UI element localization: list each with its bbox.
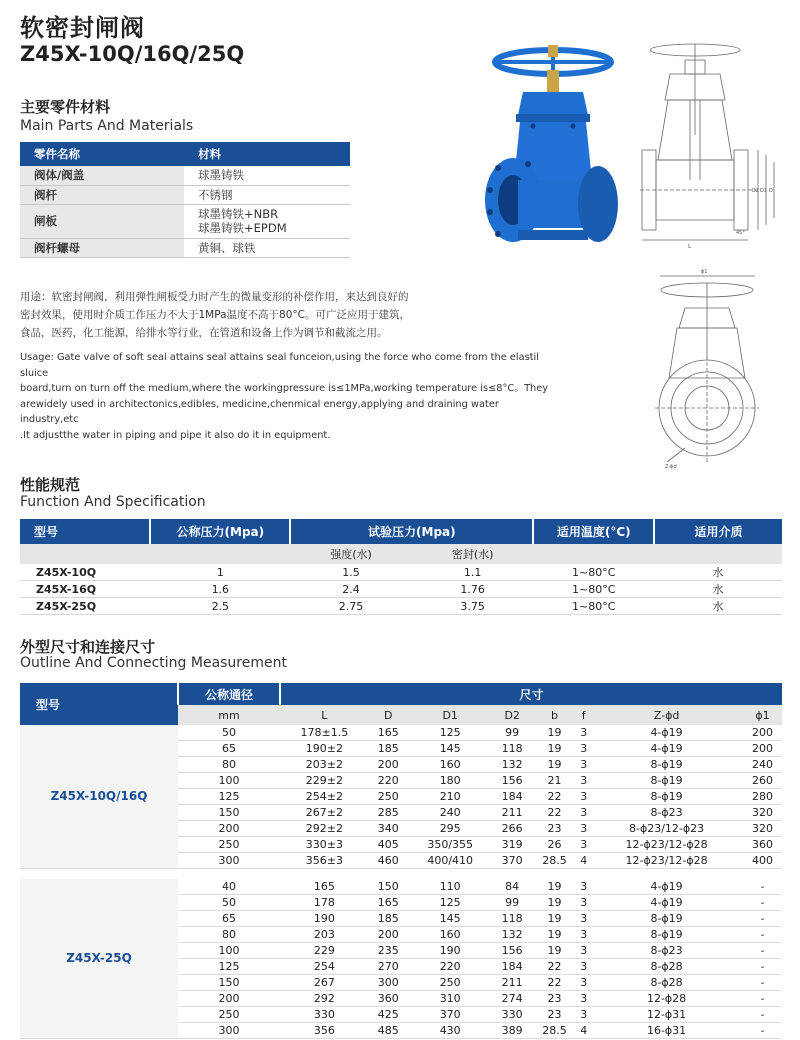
cell: 274 — [493, 991, 532, 1007]
cell: 185 — [369, 911, 408, 927]
cell: 180 — [408, 773, 493, 789]
cell: 200 — [178, 821, 280, 837]
cell: 145 — [408, 911, 493, 927]
cell: 水 — [654, 581, 782, 598]
cell: 370 — [408, 1007, 493, 1023]
dim-label-d2: D2 — [752, 188, 760, 194]
cell: - — [743, 943, 782, 959]
cell: 22 — [532, 975, 578, 991]
cell: 12-ϕ23/12-ϕ28 — [590, 837, 743, 853]
cell: 84 — [493, 879, 532, 895]
cell: 19 — [532, 895, 578, 911]
cell: Z45X-10Q — [20, 564, 150, 581]
sub-b: b — [532, 705, 578, 725]
cell: 360 — [369, 991, 408, 1007]
spec-heading-en: Function And Specification — [20, 494, 206, 510]
cell: - — [743, 1007, 782, 1023]
cell: 100 — [178, 773, 280, 789]
cell: 156 — [493, 773, 532, 789]
cell: 19 — [532, 725, 578, 741]
cell: 145 — [408, 741, 493, 757]
valve-section-drawing — [640, 40, 788, 250]
cell: 19 — [532, 927, 578, 943]
cell: 460 — [369, 853, 408, 869]
materials-heading-en: Main Parts And Materials — [20, 118, 194, 134]
materials-table — [20, 142, 350, 258]
page-title: 软密封闸阀 — [20, 14, 145, 42]
cell: Z45X-25Q — [20, 598, 150, 615]
cell: 200 — [369, 927, 408, 943]
cell: 370 — [493, 853, 532, 869]
cell: 300 — [178, 1023, 280, 1039]
cell: 100 — [178, 943, 280, 959]
cell: 3 — [577, 741, 590, 757]
dim-label-d1: D1 — [760, 188, 768, 194]
cell: 3 — [577, 837, 590, 853]
cell: 285 — [369, 805, 408, 821]
col-temp: 适用温度(°C) — [533, 519, 654, 544]
dims-heading: 外型尺寸和连接尺寸 — [20, 638, 156, 656]
cell: 400/410 — [408, 853, 493, 869]
cell: 1~80°C — [533, 581, 654, 598]
dim-label-l: L — [688, 243, 692, 250]
cell: 3 — [577, 959, 590, 975]
dim-label-phi1: ϕ1 — [701, 269, 708, 275]
spec-heading: 性能规范 — [20, 476, 81, 494]
cell: 165 — [369, 725, 408, 741]
col-dn: 公称通径 — [178, 683, 280, 705]
cell: 50 — [178, 725, 280, 741]
cell: 8-ϕ23/12-ϕ23 — [590, 821, 743, 837]
cell: 12-ϕ23/12-ϕ28 — [590, 853, 743, 869]
cell: 165 — [280, 879, 369, 895]
cell: 28.5 — [532, 1023, 578, 1039]
table-row — [20, 879, 782, 895]
cell: 125 — [178, 789, 280, 805]
cell: 330 — [280, 1007, 369, 1023]
group-model: Z45X-25Q — [20, 879, 178, 1039]
col-medium: 适用介质 — [654, 519, 782, 544]
cell: 1~80°C — [533, 598, 654, 615]
cell: 250 — [178, 837, 280, 853]
cell: 4-ϕ19 — [590, 895, 743, 911]
cell: 22 — [532, 959, 578, 975]
cell: 1.5 — [290, 564, 412, 581]
cell: 3 — [577, 789, 590, 805]
part-name: 闸板 — [20, 204, 184, 238]
part-material-line1: 球墨铸铁+NBR — [198, 207, 279, 221]
cell: - — [743, 895, 782, 911]
cell: 229±2 — [280, 773, 369, 789]
cell: 330±3 — [280, 837, 369, 853]
cell: 19 — [532, 757, 578, 773]
cell: 22 — [532, 805, 578, 821]
cell: 19 — [532, 943, 578, 959]
cell: 156 — [493, 943, 532, 959]
cell: 23 — [532, 1007, 578, 1023]
cell: 235 — [369, 943, 408, 959]
cell: 240 — [408, 805, 493, 821]
col-part: 零件名称 — [20, 142, 184, 166]
cell: 211 — [493, 805, 532, 821]
cell: 8-ϕ19 — [590, 773, 743, 789]
cell: 118 — [493, 911, 532, 927]
cell: 4-ϕ19 — [590, 741, 743, 757]
group-model: Z45X-10Q/16Q — [20, 725, 178, 869]
cell: 2.5 — [150, 598, 290, 615]
cell: - — [743, 911, 782, 927]
spec-subheader-row — [20, 544, 782, 564]
cell: 65 — [178, 911, 280, 927]
cell: 99 — [493, 895, 532, 911]
cell: 99 — [493, 725, 532, 741]
cell: 4 — [577, 1023, 590, 1039]
cell: 356 — [280, 1023, 369, 1039]
cell: 22 — [532, 789, 578, 805]
cell: 150 — [178, 975, 280, 991]
cell: 水 — [654, 564, 782, 581]
part-material-line2: 球墨铸铁+EPDM — [198, 221, 287, 235]
cell: 132 — [493, 927, 532, 943]
cell: 270 — [369, 959, 408, 975]
col-model: 型号 — [20, 519, 150, 544]
cell: 210 — [408, 789, 493, 805]
usage-en-line: Usage: Gate valve of soft seal attains seal attains seal funceion,using the force who come from the elastil sluice — [20, 352, 539, 379]
cell: 425 — [369, 1007, 408, 1023]
cell: 340 — [369, 821, 408, 837]
cell: 330 — [493, 1007, 532, 1023]
cell: 267±2 — [280, 805, 369, 821]
materials-header-row — [20, 142, 350, 166]
part-material: 不锈钢 — [184, 185, 350, 204]
cell: 3 — [577, 943, 590, 959]
valve-front-drawing — [655, 268, 765, 473]
cell: 1.76 — [412, 581, 534, 598]
table-row — [20, 581, 782, 598]
cell: 356±3 — [280, 853, 369, 869]
cell: 254 — [280, 959, 369, 975]
sub-mm: mm — [178, 705, 280, 725]
cell: 19 — [532, 879, 578, 895]
cell: 8-ϕ28 — [590, 975, 743, 991]
cell: 190 — [408, 943, 493, 959]
sub-f: f — [577, 705, 590, 725]
table-row — [20, 725, 782, 741]
cell: 19 — [532, 911, 578, 927]
cell: 125 — [408, 895, 493, 911]
dim-label-d: D — [769, 188, 773, 194]
cell: 200 — [743, 741, 782, 757]
cell: 16-ϕ31 — [590, 1023, 743, 1039]
cell: 12-ϕ31 — [590, 1007, 743, 1023]
cell: 203 — [280, 927, 369, 943]
cell: 150 — [369, 879, 408, 895]
cell: 3 — [577, 757, 590, 773]
cell: 360 — [743, 837, 782, 853]
col-test: 试验压力(Mpa) — [290, 519, 533, 544]
cell: 3 — [577, 991, 590, 1007]
sub-seal: 密封(水) — [412, 544, 534, 564]
cell: 3 — [577, 927, 590, 943]
cell: 220 — [369, 773, 408, 789]
cell: 3 — [577, 975, 590, 991]
cell: 165 — [369, 895, 408, 911]
cell: 240 — [743, 757, 782, 773]
col-pn: 公称压力(Mpa) — [150, 519, 290, 544]
cell: 8-ϕ19 — [590, 911, 743, 927]
cell: 118 — [493, 741, 532, 757]
table-row — [20, 185, 350, 204]
cell: 8-ϕ19 — [590, 927, 743, 943]
cell: 320 — [743, 805, 782, 821]
cell: 4-ϕ19 — [590, 879, 743, 895]
usage-cn — [20, 288, 490, 342]
cell: 50 — [178, 895, 280, 911]
sub-d: D — [369, 705, 408, 725]
cell: 319 — [493, 837, 532, 853]
usage-cn-line: 密封效果，使用时介质工作压力不大于1MPa温度不高于80°C。可广泛应用于建筑， — [20, 309, 410, 321]
cell: 23 — [532, 821, 578, 837]
cell: 2.4 — [290, 581, 412, 598]
cell: 280 — [743, 789, 782, 805]
cell: 4 — [577, 853, 590, 869]
dims-heading-en: Outline And Connecting Measurement — [20, 655, 287, 671]
cell: 23 — [532, 991, 578, 1007]
cell: 水 — [654, 598, 782, 615]
sub-l: L — [280, 705, 369, 725]
sub-d2: D2 — [493, 705, 532, 725]
sub-zd: Z-ϕd — [590, 705, 743, 725]
cell: 300 — [178, 853, 280, 869]
cell: 40 — [178, 879, 280, 895]
cell: 190 — [280, 911, 369, 927]
cell: 190±2 — [280, 741, 369, 757]
cell: 3 — [577, 821, 590, 837]
cell: 160 — [408, 927, 493, 943]
cell: 178±1.5 — [280, 725, 369, 741]
sub-strength: 强度(水) — [290, 544, 412, 564]
cell: 430 — [408, 1023, 493, 1039]
usage-en-line: .It adjustthe water in piping and pipe it also do it in equipment. — [20, 429, 331, 441]
spec-header-row — [20, 519, 782, 544]
table-row — [20, 238, 350, 257]
model-title: Z45X-10Q/16Q/25Q — [20, 42, 245, 66]
dims-header-row — [20, 683, 782, 705]
cell: 3 — [577, 879, 590, 895]
cell: - — [743, 959, 782, 975]
cell: - — [743, 879, 782, 895]
cell: 178 — [280, 895, 369, 911]
cell: 300 — [369, 975, 408, 991]
cell: Z45X-16Q — [20, 581, 150, 598]
cell: 26 — [532, 837, 578, 853]
cell: 185 — [369, 741, 408, 757]
cell: 350/355 — [408, 837, 493, 853]
table-row — [20, 204, 350, 238]
cell: 405 — [369, 837, 408, 853]
cell: 8-ϕ23 — [590, 805, 743, 821]
usage-cn-line: 食品，医药，化工能源，给排水等行业，在管道和设备上作为调节和截流之用。 — [20, 327, 388, 339]
col-size: 尺寸 — [280, 683, 782, 705]
cell: 8-ϕ28 — [590, 959, 743, 975]
cell: 254±2 — [280, 789, 369, 805]
cell: 125 — [178, 959, 280, 975]
part-material: 黄铜、球铁 — [184, 238, 350, 257]
usage-en-line: arewidely used in architectonics,edibles, medicine,chenmical energy,applying and draining water industry,etc — [20, 398, 499, 425]
cell: 184 — [493, 959, 532, 975]
dim-label-zd: Z-ϕd — [665, 464, 677, 470]
cell: 12-ϕ28 — [590, 991, 743, 1007]
cell: 160 — [408, 757, 493, 773]
materials-heading: 主要零件材料 — [20, 98, 111, 116]
sub-d1: D1 — [408, 705, 493, 725]
cell: 132 — [493, 757, 532, 773]
cell: 80 — [178, 757, 280, 773]
part-material: 球墨铸铁 — [184, 166, 350, 185]
cell: - — [743, 1023, 782, 1039]
cell: 250 — [369, 789, 408, 805]
cell: 80 — [178, 927, 280, 943]
usage-en — [20, 350, 560, 443]
cell: 200 — [743, 725, 782, 741]
cell: - — [743, 991, 782, 1007]
dimensions-table — [20, 683, 782, 1039]
spec-table — [20, 519, 782, 615]
cell: - — [743, 975, 782, 991]
cell: 65 — [178, 741, 280, 757]
cell: 8-ϕ19 — [590, 789, 743, 805]
cell: 184 — [493, 789, 532, 805]
cell: 211 — [493, 975, 532, 991]
cell: 1 — [150, 564, 290, 581]
part-name: 阀杆 — [20, 185, 184, 204]
cell: - — [743, 927, 782, 943]
cell: 292 — [280, 991, 369, 1007]
cell: 389 — [493, 1023, 532, 1039]
valve-product-image — [478, 40, 628, 255]
cell: 8-ϕ23 — [590, 943, 743, 959]
cell: 3 — [577, 895, 590, 911]
cell: 1.1 — [412, 564, 534, 581]
cell: 3.75 — [412, 598, 534, 615]
col-material: 材料 — [184, 142, 350, 166]
cell: 1.6 — [150, 581, 290, 598]
cell: 8-ϕ19 — [590, 757, 743, 773]
table-row — [20, 564, 782, 581]
cell: 203±2 — [280, 757, 369, 773]
cell: 200 — [178, 991, 280, 1007]
cell: 260 — [743, 773, 782, 789]
cell: 3 — [577, 1007, 590, 1023]
part-name: 阀体/阀盖 — [20, 166, 184, 185]
cell: 3 — [577, 725, 590, 741]
col-model: 型号 — [20, 683, 178, 725]
sub-phi1: ϕ1 — [743, 705, 782, 725]
part-name: 阀杆螺母 — [20, 238, 184, 257]
cell: 3 — [577, 805, 590, 821]
cell: 1~80°C — [533, 564, 654, 581]
usage-en-line: board,turn on turn off the medium,where the workingpressure is≤1MPa,working temperature is≤8°C。They — [20, 383, 549, 394]
cell: 220 — [408, 959, 493, 975]
cell: 21 — [532, 773, 578, 789]
cell: 229 — [280, 943, 369, 959]
cell: 19 — [532, 741, 578, 757]
cell: 200 — [369, 757, 408, 773]
cell: 3 — [577, 911, 590, 927]
cell: 2.75 — [290, 598, 412, 615]
cell: 110 — [408, 879, 493, 895]
cell: 4-ϕ19 — [590, 725, 743, 741]
cell: 310 — [408, 991, 493, 1007]
cell: 250 — [178, 1007, 280, 1023]
cell: 3 — [577, 773, 590, 789]
cell: 150 — [178, 805, 280, 821]
cell: 125 — [408, 725, 493, 741]
table-row — [20, 166, 350, 185]
cell: 485 — [369, 1023, 408, 1039]
part-material — [184, 204, 350, 238]
cell: 400 — [743, 853, 782, 869]
cell: 266 — [493, 821, 532, 837]
cell: 28.5 — [532, 853, 578, 869]
table-row — [20, 598, 782, 615]
usage-cn-line: 用途：软密封闸阀，利用弹性闸板受力时产生的微量变形的补偿作用，来达到良好的 — [20, 291, 409, 303]
cell: 320 — [743, 821, 782, 837]
cell: 267 — [280, 975, 369, 991]
dim-label-45: 45° — [736, 230, 745, 236]
cell: 250 — [408, 975, 493, 991]
cell: 292±2 — [280, 821, 369, 837]
cell: 295 — [408, 821, 493, 837]
